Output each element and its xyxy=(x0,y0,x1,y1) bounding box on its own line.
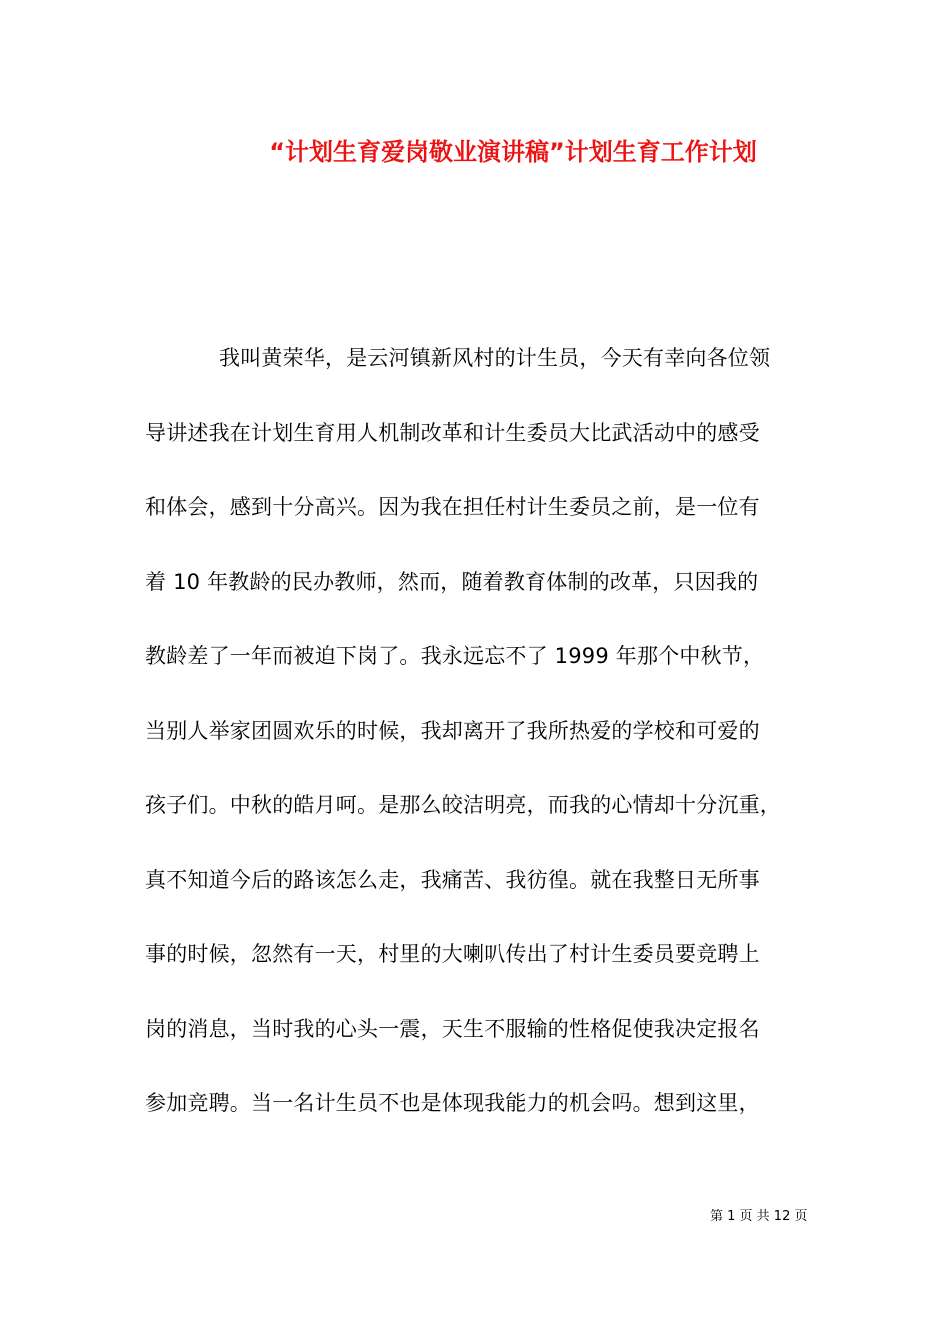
body-line-4: 着 10 年教龄的民办教师，然而，随着教育体制的改革，只因我的 xyxy=(145,569,759,594)
body-line-2: 导讲述我在计划生育用人机制改革和计生委员大比武活动中的感受 xyxy=(145,420,760,445)
body-line-7: 孩子们。中秋的皓月呵。是那么皎洁明亮，而我的心情却十分沉重， xyxy=(145,793,781,817)
body-line-10: 岗的消息，当时我的心头一震，天生不服输的性格促使我决定报名 xyxy=(145,1016,760,1041)
page-number: 第 1 页 共 12 页 xyxy=(710,1209,808,1224)
document-title: “计划生育爱岗敬业演讲稿”计划生育工作计划 xyxy=(269,138,757,166)
body-line-9: 事的时候，忽然有一天，村里的大喇叭传出了村计生委员要竞聘上 xyxy=(145,942,760,966)
document-body xyxy=(145,338,845,1158)
body-line-5: 教龄差了一年而被迫下岗了。我永远忘不了 1999 年那个中秋节， xyxy=(145,644,765,668)
body-line-6: 当别人举家团圆欢乐的时候，我却离开了我所热爱的学校和可爱的 xyxy=(145,718,760,743)
body-line-1: 我叫黄荣华，是云河镇新风村的计生员，今天有幸向各位领 xyxy=(219,346,771,370)
body-line-8: 真不知道今后的路该怎么走，我痛苦、我彷徨。就在我整日无所事 xyxy=(145,867,760,892)
body-line-11: 参加竞聘。当一名计生员不也是体现我能力的机会吗。想到这里， xyxy=(145,1091,760,1115)
body-line-3: 和体会，感到十分高兴。因为我在担任村计生委员之前，是一位有 xyxy=(145,495,760,519)
